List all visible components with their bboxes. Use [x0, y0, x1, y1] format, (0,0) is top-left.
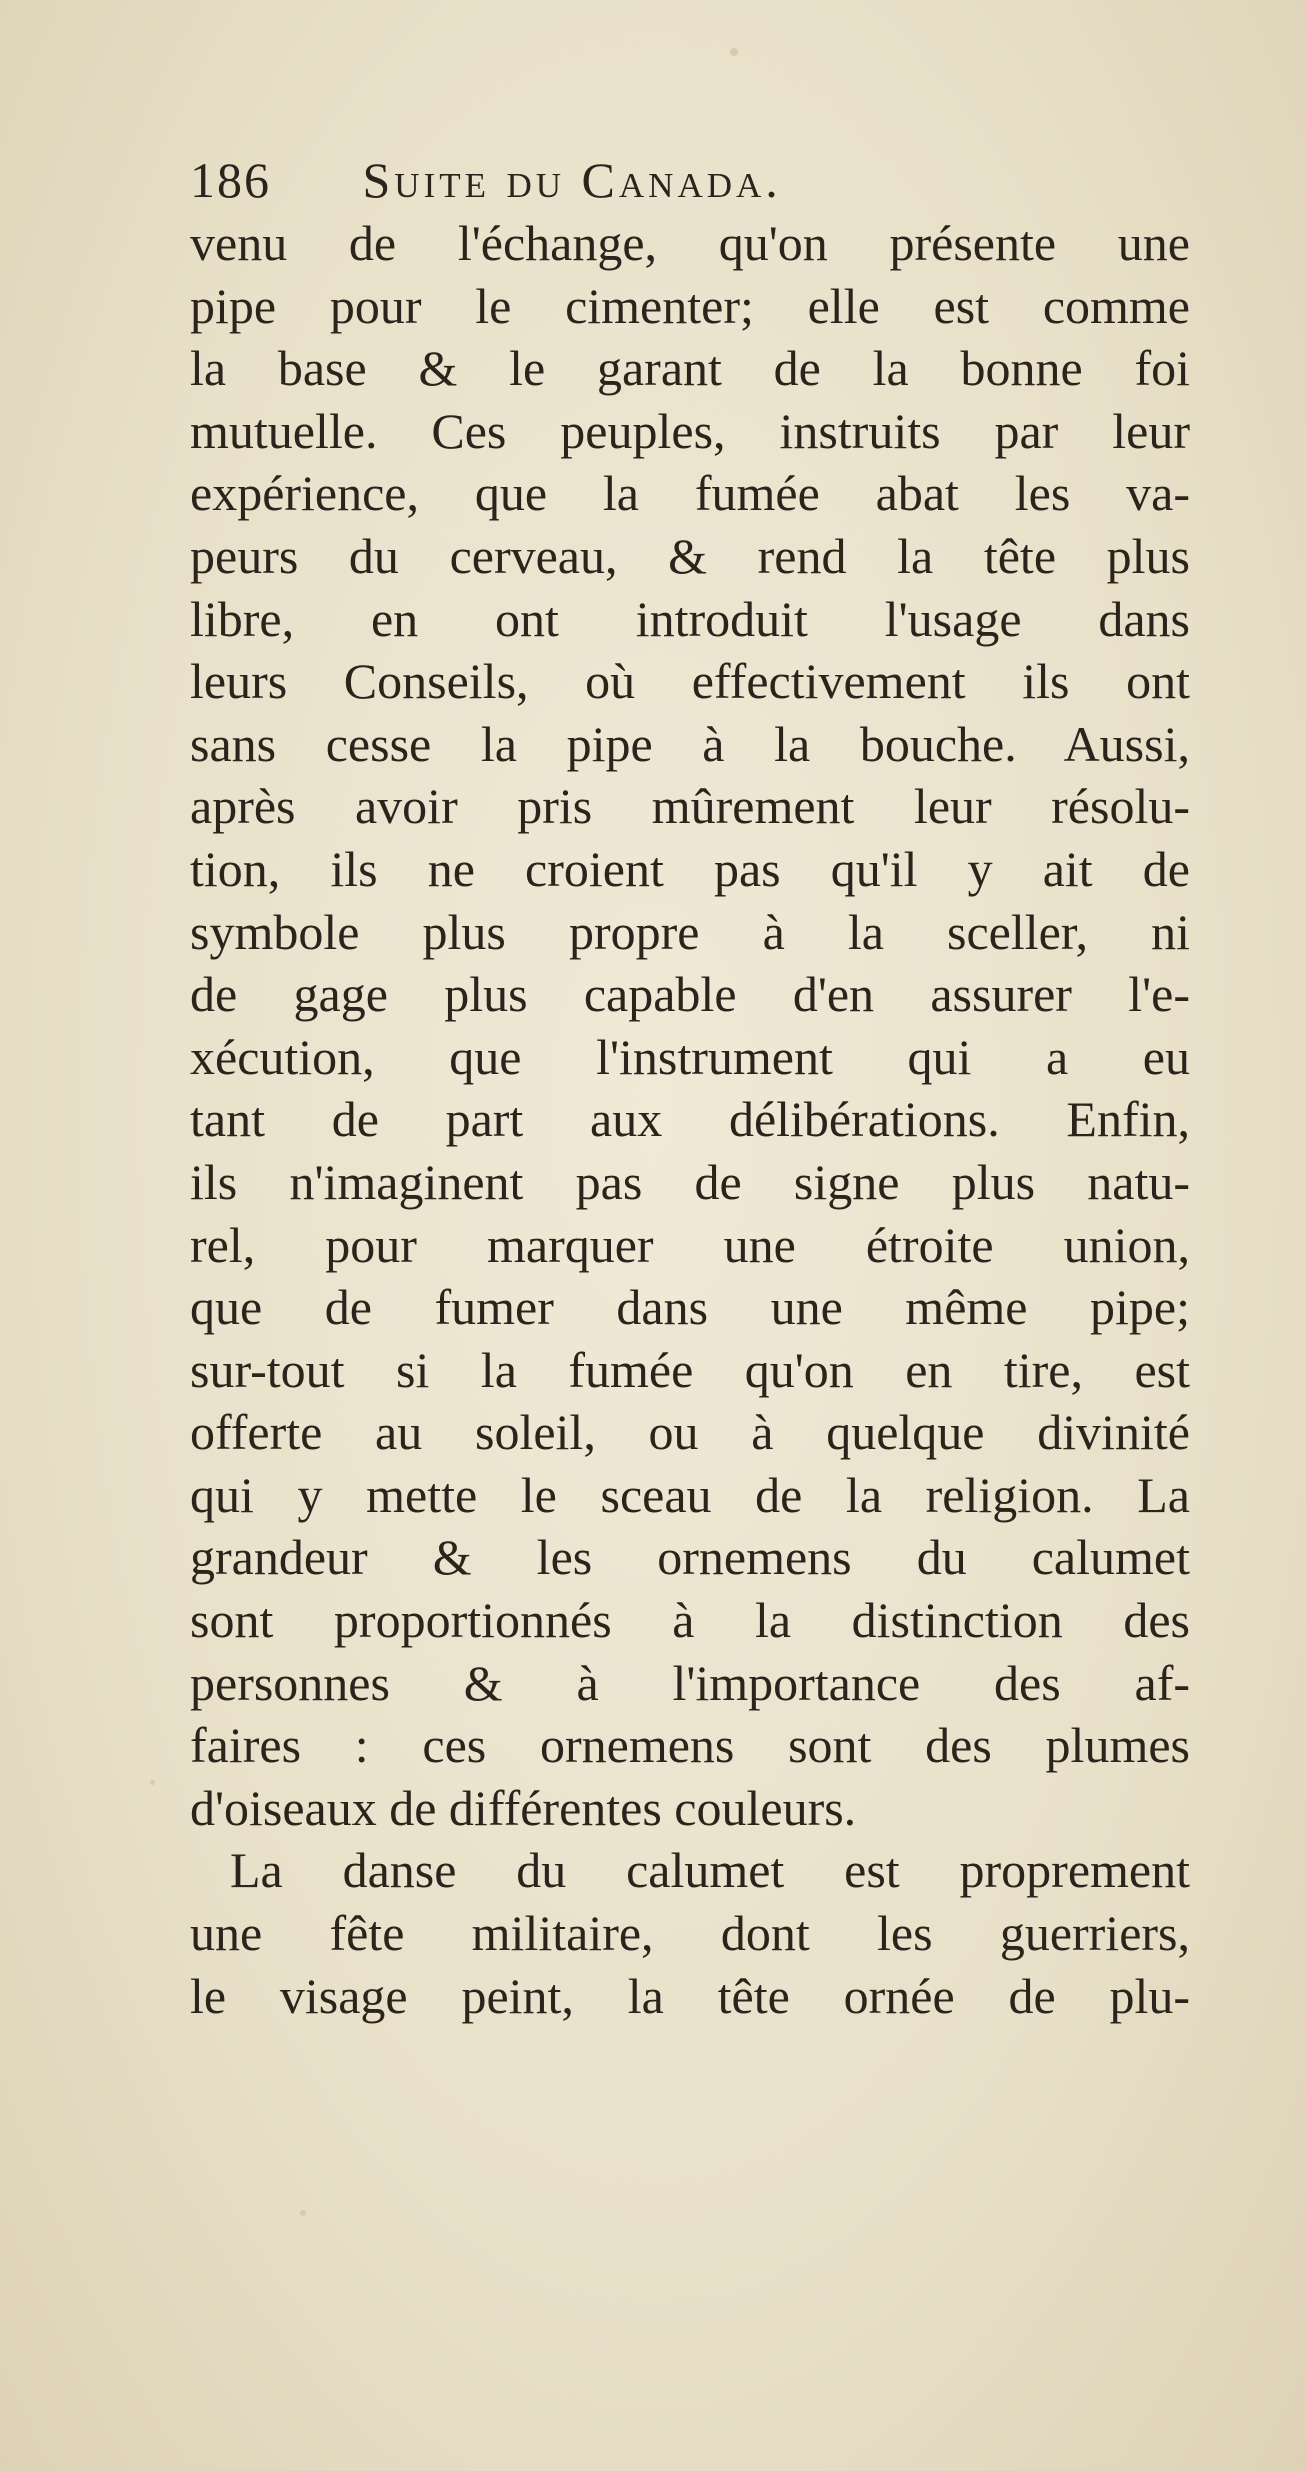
- text-line: leurs Conseils, où effectivement ils ont: [190, 653, 1190, 710]
- text-line: après avoir pris mûrement leur résolu-: [190, 778, 1190, 835]
- text-line: tant de part aux délibérations. Enfin,: [190, 1091, 1190, 1148]
- text-line: personnes & à l'importance des af-: [190, 1654, 1190, 1711]
- text-line: faires : ces ornemens sont des plumes: [190, 1717, 1190, 1774]
- text-line: mutuelle. Ces peuples, instruits par leur: [190, 402, 1190, 459]
- text-line: qui y mette le sceau de la religion. La: [190, 1466, 1190, 1523]
- text-line: que de fumer dans une même pipe;: [190, 1279, 1190, 1336]
- text-line: ils n'imaginent pas de signe plus natu-: [190, 1153, 1190, 1210]
- text-line: rel, pour marquer une étroite union,: [190, 1216, 1190, 1273]
- text-line: xécution, que l'instrument qui a eu: [190, 1028, 1190, 1085]
- text-line: offerte au soleil, ou à quelque divinité: [190, 1404, 1190, 1461]
- body-text: [190, 212, 1190, 2027]
- text-line: grandeur & les ornemens du calumet: [190, 1529, 1190, 1586]
- text-line: sur-tout si la fumée qu'on en tire, est: [190, 1341, 1190, 1398]
- text-line: le visage peint, la tête ornée de plu-: [190, 1967, 1190, 2024]
- paper-stain: [300, 2210, 306, 2216]
- text-line: d'oiseaux de différentes couleurs.: [190, 1779, 857, 1836]
- text-line: peurs du cerveau, & rend la tête plus: [190, 527, 1190, 584]
- paper-stain: [730, 48, 738, 56]
- text-line: expérience, que la fumée abat les va-: [190, 465, 1190, 522]
- text-line: de gage plus capable d'en assurer l'e-: [190, 966, 1190, 1023]
- text-line: La danse du calumet est proprement: [230, 1842, 1190, 1899]
- running-head: Suite du Canada.: [362, 152, 782, 208]
- text-line: symbole plus propre à la sceller, ni: [190, 903, 1190, 960]
- text-line: sont proportionnés à la distinction des: [190, 1592, 1190, 1649]
- paper-stain: [150, 1780, 155, 1785]
- text-line: pipe pour le cimenter; elle est comme: [190, 277, 1190, 334]
- text-line: sans cesse la pipe à la bouche. Aussi,: [190, 715, 1190, 772]
- text-line: la base & le garant de la bonne foi: [190, 340, 1190, 397]
- text-line: une fête militaire, dont les guerriers,: [190, 1905, 1190, 1962]
- text-line: venu de l'échange, qu'on présente une: [190, 215, 1190, 271]
- page-number: 186: [190, 152, 271, 208]
- page-header: [190, 150, 1190, 210]
- text-line: libre, en ont introduit l'usage dans: [190, 590, 1190, 647]
- text-line: tion, ils ne croient pas qu'il y ait de: [190, 840, 1190, 897]
